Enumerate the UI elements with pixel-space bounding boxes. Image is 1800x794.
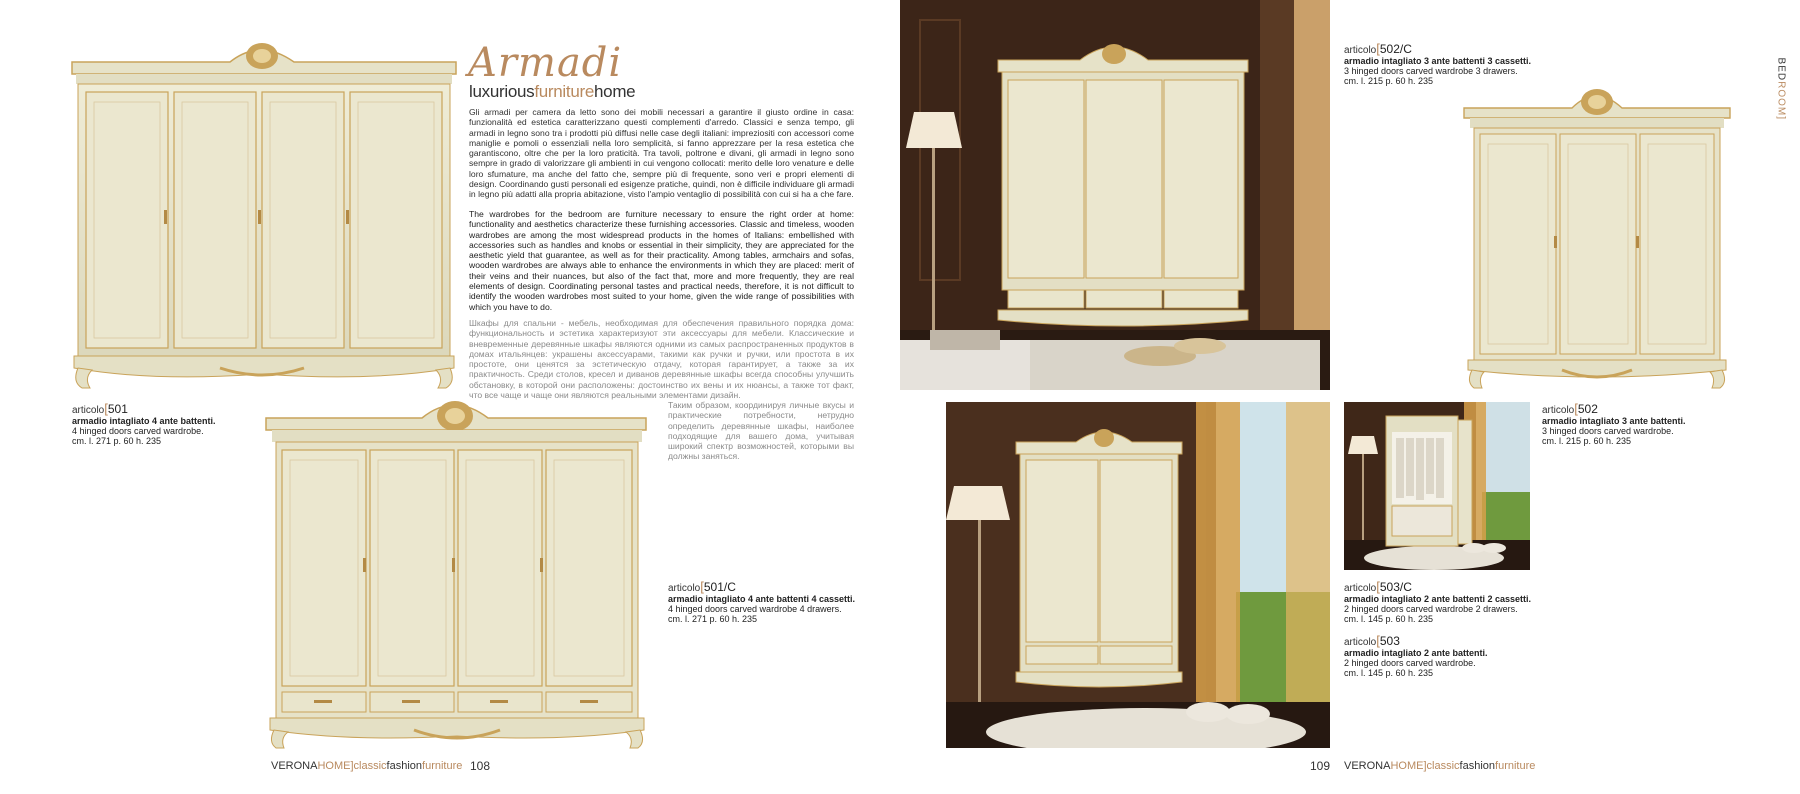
subtitle-part-2: furniture — [534, 82, 595, 101]
dimensions: cm. l. 215 p. 60 h. 235 — [1344, 76, 1434, 86]
footer-home: HOME — [1390, 760, 1424, 772]
page-subtitle — [469, 82, 635, 102]
article-code: 501/C — [703, 580, 736, 594]
body-text-english: The wardrobes for the bedroom are furniture necessary to ensure the right order at home: functionality and aesthetics characterize these furnishing accessories. Classic and timeless, wooden wardrobes are among the most widespread products in the homes of Italians: embellished with accessories such as handles and knobs or essential in their simplicity, they are appreciated for the aesthetic yield that guarantee, as well as for their practicality. Among tables, armchairs and sofas, wooden wardrobes are always able to enhance the environments in which they are placed: merit of their veins and their nuances, but also of the fact that, more and more frequently, they are real elements of design. Coordinating personal tastes and practical needs, therefore, it is not difficult to identify the wooden wardrobes most suited to your home, given the wide range of possibilities with which you have to do. — [469, 209, 854, 312]
bracket: [ — [1376, 633, 1380, 648]
footer-fashion: fashion — [1459, 760, 1496, 772]
footer-classic: classic — [1426, 760, 1460, 772]
description-en: 3 hinged doors carved wardrobe. — [1542, 426, 1674, 436]
article-prefix: articolo — [1542, 405, 1575, 416]
section-tab-bedroom — [1775, 58, 1786, 120]
bracket: [ — [1376, 41, 1380, 56]
room-photo-503-open — [1344, 402, 1530, 570]
description-it: armadio intagliato 2 ante battenti 2 cassetti. — [1344, 594, 1532, 604]
article-prefix: articolo — [1344, 45, 1377, 56]
footer-bracket: ] — [1423, 760, 1427, 772]
bracket: [ — [1574, 401, 1578, 416]
bracket: [ — [700, 579, 704, 594]
side-tab-part-2: ROOM — [1775, 81, 1786, 117]
footer-brand-right — [1344, 760, 1535, 772]
product-label-503c — [1344, 579, 1532, 624]
product-label-502c — [1344, 41, 1532, 86]
article-prefix: articolo — [1344, 637, 1377, 648]
subtitle-part-1: luxurious — [469, 82, 535, 101]
description-en: 4 hinged doors carved wardrobe 4 drawers. — [668, 604, 842, 614]
article-code: 501 — [107, 402, 128, 416]
wardrobe-502-image — [1462, 86, 1732, 396]
dimensions: cm. l. 271 p. 60 h. 235 — [668, 614, 758, 624]
footer-furniture: furniture — [1495, 760, 1536, 772]
wardrobe-501c-image — [262, 400, 652, 752]
dimensions: cm. l. 271 p. 60 h. 235 — [72, 436, 162, 446]
product-label-501c — [668, 579, 856, 624]
description-it: armadio intagliato 4 ante battenti 4 cassetti. — [668, 594, 856, 604]
footer-fashion: fashion — [386, 760, 423, 772]
footer-bracket: ] — [350, 760, 354, 772]
dimensions: cm. l. 215 p. 60 h. 235 — [1542, 436, 1632, 446]
description-en: 3 hinged doors carved wardrobe 3 drawers. — [1344, 66, 1518, 76]
description-en: 4 hinged doors carved wardrobe. — [72, 426, 204, 436]
subtitle-part-3: home — [594, 82, 636, 101]
dimensions: cm. l. 145 p. 60 h. 235 — [1344, 668, 1434, 678]
room-photo-503c — [946, 402, 1330, 748]
product-label-502 — [1542, 401, 1686, 446]
bracket: [ — [104, 401, 108, 416]
side-tab-bracket: ] — [1775, 116, 1786, 120]
footer-classic: classic — [353, 760, 387, 772]
page-title: Armadi — [468, 40, 623, 86]
footer-home: HOME — [317, 760, 351, 772]
product-label-503 — [1344, 633, 1488, 678]
description-it: armadio intagliato 2 ante battenti. — [1344, 648, 1488, 658]
article-prefix: articolo — [668, 583, 701, 594]
footer-furniture: furniture — [422, 760, 463, 772]
article-code: 503 — [1379, 634, 1400, 648]
side-tab-part-1: BED — [1775, 57, 1786, 82]
article-code: 502/C — [1379, 42, 1412, 56]
article-prefix: articolo — [1344, 583, 1377, 594]
article-code: 503/C — [1379, 580, 1412, 594]
body-text-russian-1: Шкафы для спальни - мебель, необходимая для обеспечения правильного порядка дома: функциональность и эстетика характеризуют эти аксессуары для мебели. Классические и вневременные деревянные шкафы являются одними из самых распространенных продуктов в домах итальянцев: украшены аксессуарами, такими как ручки и ручки, или простота в их простоте, они ценятся за эстетическую отдачу, которая гарантирует, а также за их практичность. Среди столов, кресел и диванов деревянные шкафы всегда способны улучшить обстановку, в которой они расположены: достоинство их вены и их нюансы, а также тот факт, что все чаще и чаще они являются реальными элементами дизайн. — [469, 318, 854, 401]
dimensions: cm. l. 145 p. 60 h. 235 — [1344, 614, 1434, 624]
room-photo-502c — [900, 0, 1330, 390]
page-number-right: 109 — [1310, 759, 1331, 773]
wardrobe-501-image — [70, 42, 458, 394]
footer-brand: VERONA — [271, 760, 318, 772]
product-label-501 — [72, 401, 216, 446]
article-prefix: articolo — [72, 405, 105, 416]
footer-brand: VERONA — [1344, 760, 1391, 772]
bracket: [ — [1376, 579, 1380, 594]
description-it: armadio intagliato 4 ante battenti. — [72, 416, 216, 426]
description-it: armadio intagliato 3 ante battenti 3 cassetti. — [1344, 56, 1532, 66]
description-it: armadio intagliato 3 ante battenti. — [1542, 416, 1686, 426]
description-en: 2 hinged doors carved wardrobe. — [1344, 658, 1476, 668]
footer-brand-left — [271, 760, 462, 772]
article-code: 502 — [1577, 402, 1598, 416]
body-text-italian: Gli armadi per camera da letto sono dei mobili necessari a garantire il giusto ordine in casa: funzionalità ed estetica caratterizzano questi complementi d'arredo. Classici e senza tempo, gli armadi in legno sono tra i prodotti più diffusi nelle case degli italiani: impreziositi con accessori come maniglie e pomoli o essenziali nella loro semplicità, si fanno apprezzare per la resa estetica che garantiscono, oltre che per la loro praticità. Tra tavoli, poltrone e divani, gli armadi in legno sono sempre in grado di valorizzare gli ambienti in cui vengono collocati: merito delle loro venature e delle loro sfumature, ma anche del fatto che, sempre più di frequente, sono veri e propri elementi di design. Coordinando gusti personali ed esigenze pratiche, quindi, non è difficile individuare gli armadi in legno più adatti alla propria abitazione, visto l'ampio ventaglio di possibilità con cui si ha a che fare. — [469, 107, 854, 200]
description-en: 2 hinged doors carved wardrobe 2 drawers. — [1344, 604, 1518, 614]
body-text-russian-2: Таким образом, координируя личные вкусы и практические потребности, нетрудно определить деревянные шкафы, наиболее подходящие для вашего дома, учитывая широкий спектр возможностей, которыми вы должны заняться. — [668, 400, 854, 462]
page-number-left: 108 — [470, 759, 491, 773]
